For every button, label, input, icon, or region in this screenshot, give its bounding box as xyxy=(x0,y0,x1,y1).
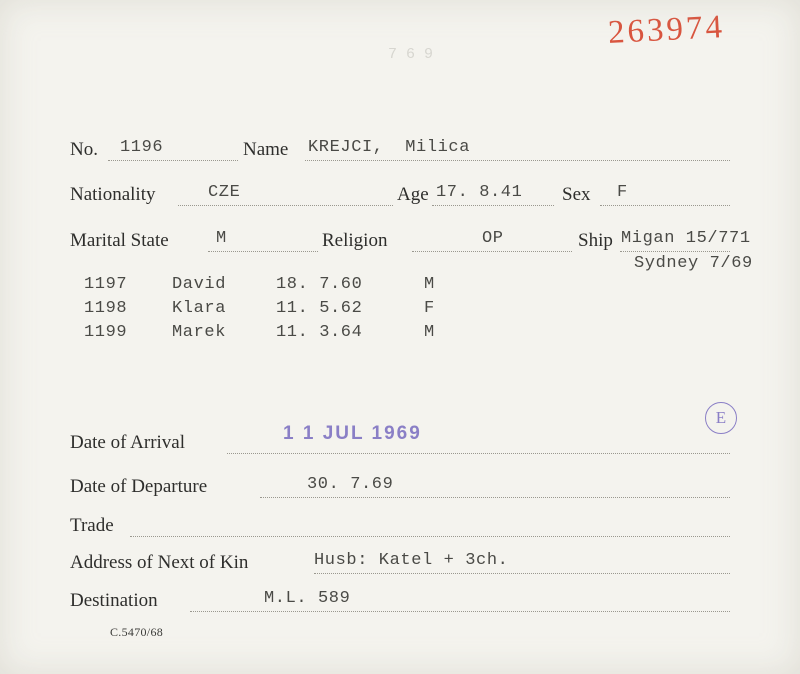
label-date-of-arrival: Date of Arrival xyxy=(70,432,186,453)
dotline-ship xyxy=(620,251,730,252)
dotline-no xyxy=(108,160,238,161)
form-code: C.5470/68 xyxy=(110,625,164,639)
value-nationality: CZE xyxy=(208,183,241,202)
value-date-of-departure: 30. 7.69 xyxy=(307,475,394,494)
dotline-religion xyxy=(412,251,572,252)
dotline-next-of-kin xyxy=(314,573,730,574)
dotline-destination xyxy=(190,611,730,612)
label-destination: Destination xyxy=(70,590,158,611)
label-sex: Sex xyxy=(562,184,591,205)
dotline-age xyxy=(432,205,554,206)
dotline-sex xyxy=(600,205,730,206)
dependant-no: 1199 xyxy=(84,323,128,342)
dotline-trade xyxy=(130,536,730,537)
archive-number: 263974 xyxy=(607,8,726,52)
value-date-of-arrival: 1 1 JUL 1969 xyxy=(283,423,422,444)
value-age: 17. 8.41 xyxy=(436,183,523,202)
label-ship: Ship xyxy=(578,230,613,251)
dependant-dob: 11. 3.64 xyxy=(276,323,363,342)
value-no: 1196 xyxy=(120,138,164,157)
dependant-dob: 18. 7.60 xyxy=(276,275,363,294)
value-marital-state: M xyxy=(216,229,227,248)
dependant-name: David xyxy=(172,275,227,294)
label-religion: Religion xyxy=(322,230,388,251)
value-religion: OP xyxy=(482,229,504,248)
label-no: No. xyxy=(70,139,98,160)
value-name: KREJCI, Milica xyxy=(308,138,471,157)
dependant-no: 1198 xyxy=(84,299,128,318)
dotline-marital-state xyxy=(208,251,318,252)
label-trade: Trade xyxy=(70,515,114,536)
value-sex: F xyxy=(617,183,628,202)
label-date-of-departure: Date of Departure xyxy=(70,476,208,497)
value-next-of-kin: Husb: Katel + 3ch. xyxy=(314,551,509,570)
value-ship-line2: Sydney 7/69 xyxy=(634,254,753,273)
dependant-no: 1197 xyxy=(84,275,128,294)
dependant-dob: 11. 5.62 xyxy=(276,299,363,318)
dependant-sex: F xyxy=(424,299,435,318)
dotline-name xyxy=(305,160,730,161)
dependant-name: Klara xyxy=(172,299,227,318)
value-destination: M.L. 589 xyxy=(264,589,351,608)
label-name: Name xyxy=(243,139,289,160)
stamp-e: E xyxy=(705,402,737,434)
dotline-date-of-departure xyxy=(260,497,730,498)
paper-smudge: 7 6 9 xyxy=(388,46,434,63)
value-ship: Migan 15/771 xyxy=(621,229,751,248)
dependant-name: Marek xyxy=(172,323,227,342)
dependant-sex: M xyxy=(424,275,435,294)
label-marital-state: Marital State xyxy=(70,230,169,251)
dotline-date-of-arrival xyxy=(227,453,730,454)
label-next-of-kin: Address of Next of Kin xyxy=(70,552,249,573)
dotline-nationality xyxy=(178,205,393,206)
label-nationality: Nationality xyxy=(70,184,156,205)
label-age: Age xyxy=(397,184,429,205)
dependant-sex: M xyxy=(424,323,435,342)
